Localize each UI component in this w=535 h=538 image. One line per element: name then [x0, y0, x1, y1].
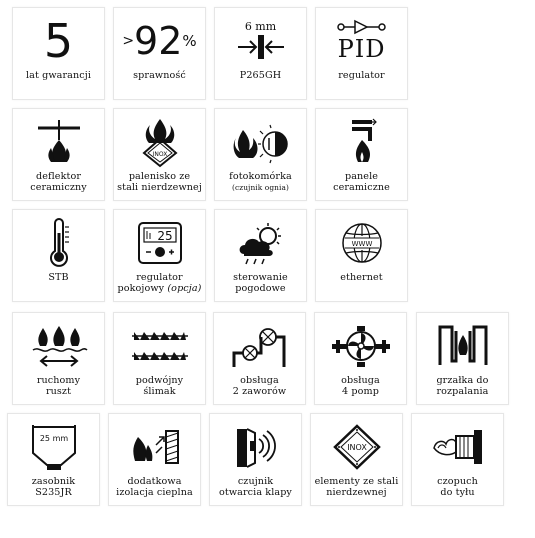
warranty-number: 5 — [43, 14, 74, 68]
feature-optional: (opcja) — [167, 283, 202, 294]
flap-sensor-icon — [233, 425, 279, 469]
thermometer-icon — [44, 219, 74, 267]
feature-label: ethernet — [340, 272, 383, 283]
pid-symbol-icon — [337, 19, 387, 35]
feature-label: pokojowy — [117, 283, 165, 294]
ceramic-panels-icon — [342, 118, 382, 166]
deflector-flame-icon — [34, 118, 84, 166]
feature-label: ruchomy — [36, 375, 81, 386]
feature-panels — [315, 108, 408, 201]
feature-label: grzałka do — [436, 375, 489, 386]
feature-label: podwójny — [135, 375, 184, 386]
feature-label: ruszt — [45, 386, 72, 397]
svg-text:25 mm: 25 mm — [39, 434, 68, 443]
feature-room-regulator — [113, 209, 206, 302]
feature-label: elementy ze stali — [314, 476, 399, 487]
feature-insulation — [108, 413, 201, 506]
feature-label: zasobnik — [31, 476, 76, 487]
feature-label: obsługa — [341, 375, 380, 386]
feature-flap-sensor — [209, 413, 302, 506]
feature-label: rozpalania — [436, 386, 489, 397]
globe-icon — [340, 221, 384, 265]
feature-label: czopuch — [437, 476, 478, 487]
feature-label: regulator — [338, 70, 385, 81]
feature-sublabel: (czujnik ognia) — [231, 183, 289, 192]
insulation-icon — [128, 427, 182, 467]
feature-warranty — [12, 7, 105, 100]
feature-auger — [113, 312, 206, 405]
svg-text:INOX: INOX — [152, 151, 167, 158]
feature-heater — [416, 312, 509, 405]
feature-stainless-elements — [310, 413, 403, 506]
feature-label: ceramiczne — [333, 182, 390, 193]
ignition-heater-icon — [436, 325, 490, 367]
feature-burner — [113, 108, 206, 201]
inox-burner-icon — [135, 117, 185, 167]
feature-label: stali nierdzewnej — [117, 182, 202, 193]
feature-label: obsługa — [240, 375, 279, 386]
feature-label: otwarcia klapy — [219, 487, 292, 498]
feature-label: do tyłu — [440, 487, 475, 498]
feature-deflector — [12, 108, 105, 201]
feature-label: ceramiczny — [30, 182, 87, 193]
feature-label: czujnik — [237, 476, 274, 487]
feature-label: lat gwarancji — [26, 70, 91, 81]
feature-label: ślimak — [143, 386, 176, 397]
efficiency-value: > 92 % — [122, 19, 197, 63]
feature-label: STB — [48, 272, 69, 283]
weather-icon — [234, 220, 288, 266]
feature-photocell — [214, 108, 307, 201]
hopper-icon — [31, 423, 77, 471]
pumps-icon — [330, 324, 392, 368]
feature-label: regulator — [136, 272, 183, 283]
feature-rear-flue — [411, 413, 504, 506]
feature-label: 2 zaworów — [232, 386, 287, 397]
moving-grate-icon — [29, 324, 89, 368]
inox-elements-icon — [332, 424, 382, 470]
feature-label: S235JR — [35, 487, 72, 498]
feature-ethernet — [315, 209, 408, 302]
feature-label: fotokomórka — [229, 171, 292, 182]
feature-steel-thickness — [214, 7, 307, 100]
feature-label: palenisko ze — [128, 171, 191, 182]
rear-flue-icon — [430, 426, 486, 468]
feature-grate — [12, 312, 105, 405]
feature-label: nierdzewnej — [326, 487, 387, 498]
thickness-arrows-icon — [236, 33, 286, 61]
thickness-label: 6 mm — [244, 20, 277, 33]
feature-pid — [315, 7, 408, 100]
feature-label: P265GH — [239, 70, 282, 81]
feature-efficiency — [113, 7, 206, 100]
pid-text: PID — [337, 35, 386, 63]
feature-valves — [213, 312, 306, 405]
feature-stb — [12, 209, 105, 302]
svg-text:25: 25 — [156, 229, 173, 243]
feature-hopper — [7, 413, 100, 506]
svg-text:INOX: INOX — [346, 443, 367, 452]
photocell-icon — [231, 122, 291, 162]
double-auger-icon — [130, 326, 190, 366]
feature-label: izolacja cieplna — [116, 487, 193, 498]
room-regulator-icon — [137, 221, 183, 265]
feature-label: sterowanie — [233, 272, 288, 283]
feature-label: pogodowe — [235, 283, 286, 294]
feature-weather — [214, 209, 307, 302]
feature-label: deflektor — [35, 171, 82, 182]
valves-icon — [230, 323, 290, 369]
feature-label: sprawność — [133, 70, 186, 81]
feature-label: 4 pomp — [342, 386, 379, 397]
feature-label: dodatkowa — [127, 476, 182, 487]
feature-label: panele — [344, 171, 379, 182]
svg-text:WWW: WWW — [351, 240, 372, 248]
feature-pumps — [314, 312, 407, 405]
